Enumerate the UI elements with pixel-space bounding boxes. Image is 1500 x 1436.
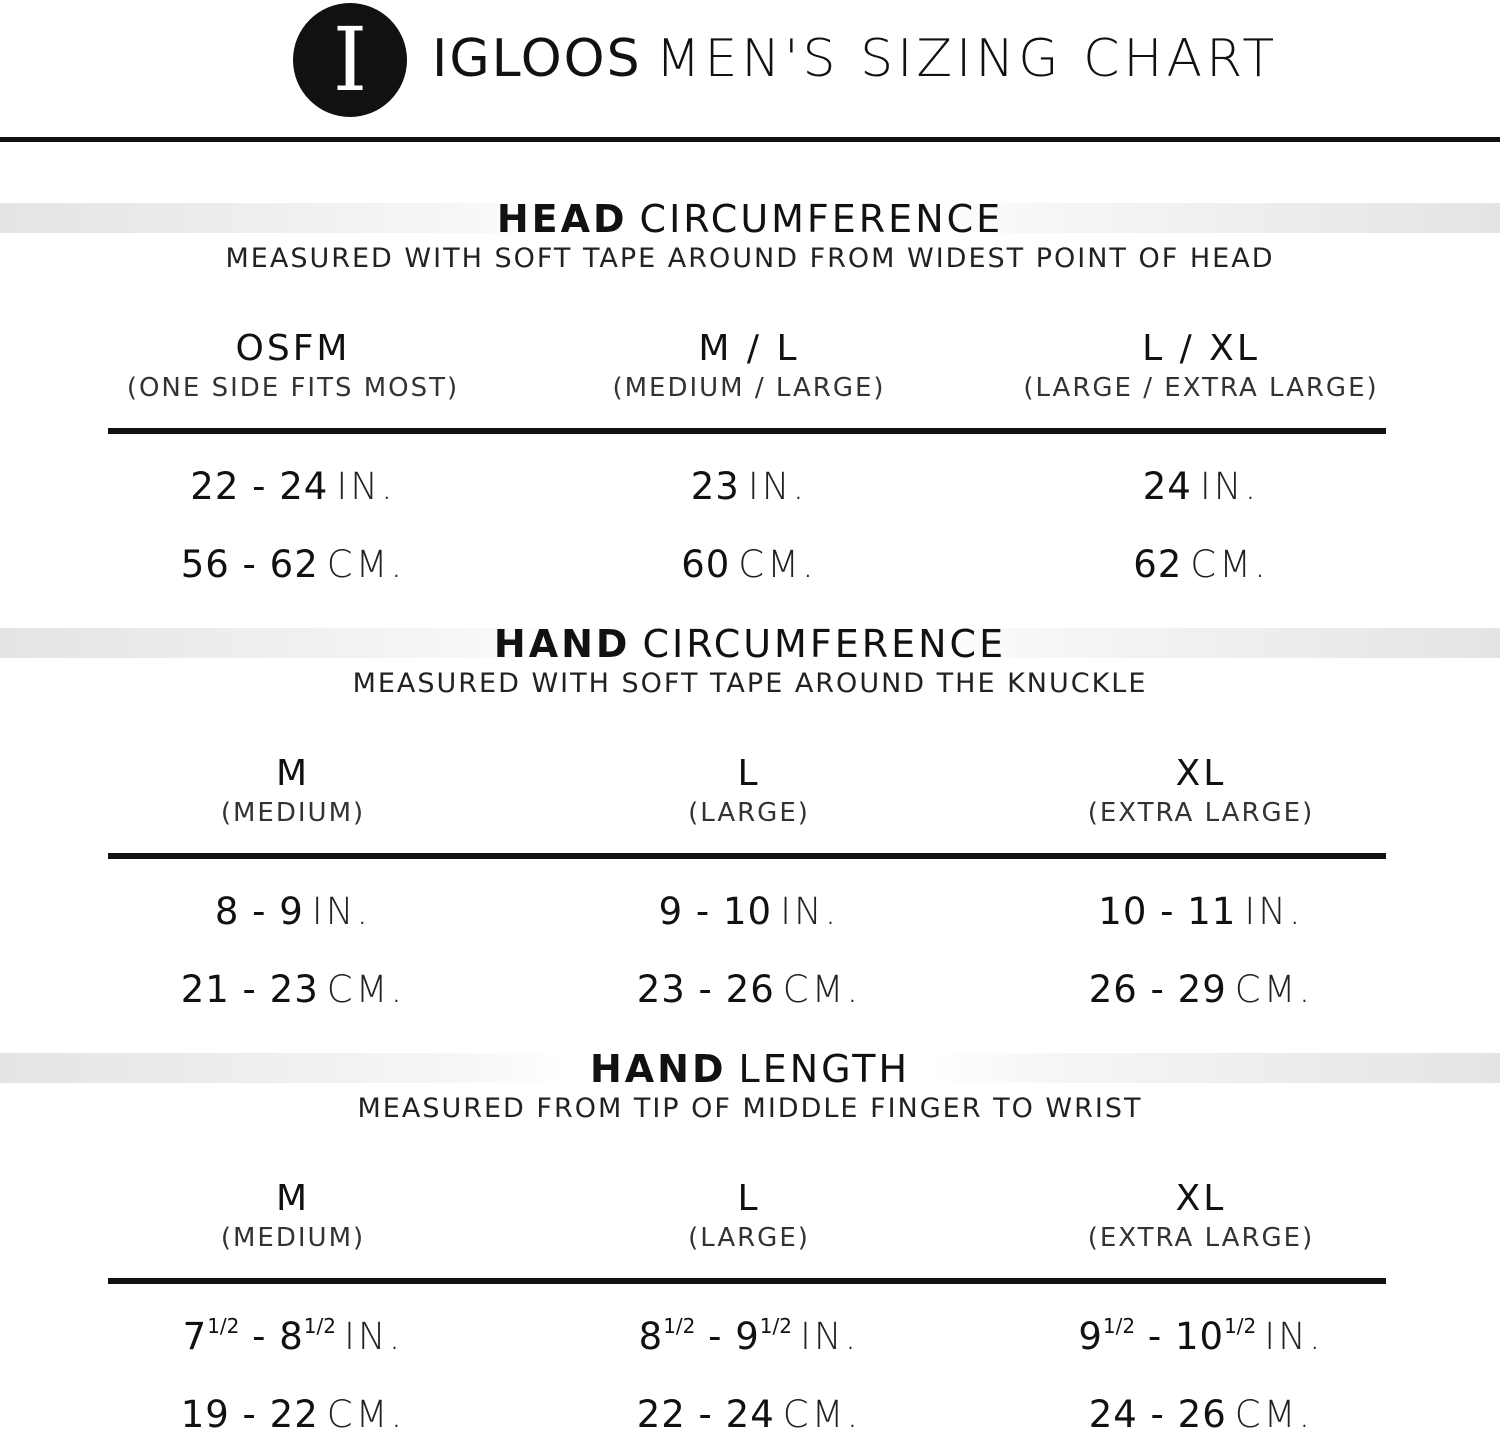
cm-value: 56 - 62 [180,543,319,586]
cm-value: 24 - 26 [1088,1393,1227,1436]
size-name: OSFM [235,328,351,369]
cm-value: 60 [681,543,731,586]
unit-cm: CM. [782,1393,862,1436]
table-divider [108,1278,1386,1284]
table-divider [108,853,1386,859]
unit-inches: IN. [343,1315,404,1358]
section-title-light: LENGTH [738,1047,911,1091]
size-description: (EXTRA LARGE) [1087,1223,1315,1253]
size-description: (LARGE) [688,798,810,828]
inches-to: 11 [1187,890,1237,933]
measurement-inches [63,465,523,508]
size-name: M [275,753,311,794]
measurement-cm [63,968,523,1011]
measurement-inches [63,890,523,933]
page-title [432,24,1278,94]
fraction: 1/2 [207,1314,240,1338]
size-description: (EXTRA LARGE) [1087,798,1315,828]
unit-cm: CM. [326,968,406,1011]
inches-from: 7 [182,1315,208,1358]
inches-to: 10 [1174,1315,1225,1358]
section-title-bold: HEAD [496,197,628,241]
section-hand-circumference [0,622,1500,1025]
range-separator: - [1135,1315,1175,1358]
measurement-inches [971,1314,1431,1358]
size-name: XL [1175,753,1227,794]
range-separator: - [695,1315,736,1358]
measurement-inches [971,465,1431,508]
inches-to: 24 [279,465,329,508]
size-name: L / XL [1142,328,1260,369]
inches-value: 23 [690,465,740,508]
cm-value: 22 - 24 [636,1393,775,1436]
measurement-cm [519,543,979,586]
measurement-cm [63,543,523,586]
inches-from: 8 [638,1315,664,1358]
igloos-logo [293,3,407,117]
size-description: (LARGE) [688,1223,810,1253]
size-description: (MEDIUM) [220,1223,366,1253]
inches-from: 9 [1078,1315,1103,1358]
cm-value: 23 - 26 [636,968,775,1011]
unit-inches: IN. [311,890,372,933]
section-title-light: CIRCUMFERENCE [639,197,1004,241]
unit-cm: CM. [1234,968,1314,1011]
measurement-cm [971,543,1431,586]
section-title-bold: HAND [493,622,631,666]
size-description: (LARGE / EXTRA LARGE) [1023,373,1379,403]
inches-to: 10 [722,890,773,933]
measurement-inches [519,1314,979,1358]
unit-inches: IN. [780,890,840,933]
fraction: 1/2 [663,1314,696,1338]
inches-value: 24 [1142,465,1192,508]
unit-inches: IN. [1199,465,1260,508]
cm-value: 21 - 23 [180,968,319,1011]
unit-cm: CM. [782,968,862,1011]
measurement-cm [63,1393,523,1436]
logo-letter: I [332,8,368,111]
section-title-light: CIRCUMFERENCE [642,622,1007,666]
measurement-inches [519,890,979,933]
measurement-inches [519,465,979,508]
range-separator: - [239,1315,280,1358]
chart-title: MEN'S SIZING CHART [655,29,1279,89]
unit-cm: CM. [738,543,817,586]
section-title [0,1047,1500,1091]
inches-from: 10 [1098,890,1148,933]
size-name: M / L [698,328,800,369]
section-hand-length [0,1047,1500,1436]
table-divider [108,428,1386,434]
unit-inches: IN. [1244,890,1304,933]
section-title [0,197,1500,241]
section-title-bold: HAND [589,1047,727,1091]
measurement-inches [63,1314,523,1358]
section-subtitle: MEASURED FROM TIP OF MIDDLE FINGER TO WRIST [357,1093,1143,1124]
cm-value: 26 - 29 [1088,968,1227,1011]
fraction: 1/2 [1224,1314,1257,1338]
measurement-cm [971,968,1431,1011]
header [0,0,1500,140]
inches-to: 9 [279,890,304,933]
section-head-circumference [0,197,1500,600]
range-separator: - [239,890,280,933]
cm-value: 19 - 22 [180,1393,319,1436]
brand-name: IGLOOS [432,29,642,89]
section-title [0,622,1500,666]
size-description: (MEDIUM / LARGE) [612,373,886,403]
unit-cm: CM. [1190,543,1269,586]
inches-to: 8 [279,1315,304,1358]
unit-cm: CM. [326,543,406,586]
header-divider [0,137,1500,142]
size-name: XL [1175,1178,1227,1219]
fraction: 1/2 [303,1314,336,1338]
section-subtitle: MEASURED WITH SOFT TAPE AROUND FROM WIDEST POINT OF HEAD [225,243,1275,274]
range-separator: - [239,465,280,508]
size-name: L [737,1178,761,1219]
section-subtitle: MEASURED WITH SOFT TAPE AROUND THE KNUCKLE [352,668,1148,699]
range-separator: - [683,890,723,933]
inches-from: 22 [190,465,240,508]
size-description: (MEDIUM) [220,798,366,828]
unit-inches: IN. [747,465,808,508]
measurement-inches [971,890,1431,933]
cm-value: 62 [1133,543,1183,586]
measurement-cm [519,968,979,1011]
unit-cm: CM. [326,1393,406,1436]
inches-from: 8 [214,890,240,933]
unit-inches: IN. [1264,1315,1324,1358]
size-name: L [737,753,761,794]
size-name: M [275,1178,311,1219]
range-separator: - [1147,890,1188,933]
unit-inches: IN. [799,1315,860,1358]
fraction: 1/2 [1102,1314,1136,1338]
size-description: (ONE SIDE FITS MOST) [126,373,460,403]
unit-cm: CM. [1234,1393,1314,1436]
inches-from: 9 [658,890,684,933]
unit-inches: IN. [336,465,396,508]
inches-to: 9 [735,1315,760,1358]
measurement-cm [971,1393,1431,1436]
fraction: 1/2 [759,1314,792,1338]
measurement-cm [519,1393,979,1436]
